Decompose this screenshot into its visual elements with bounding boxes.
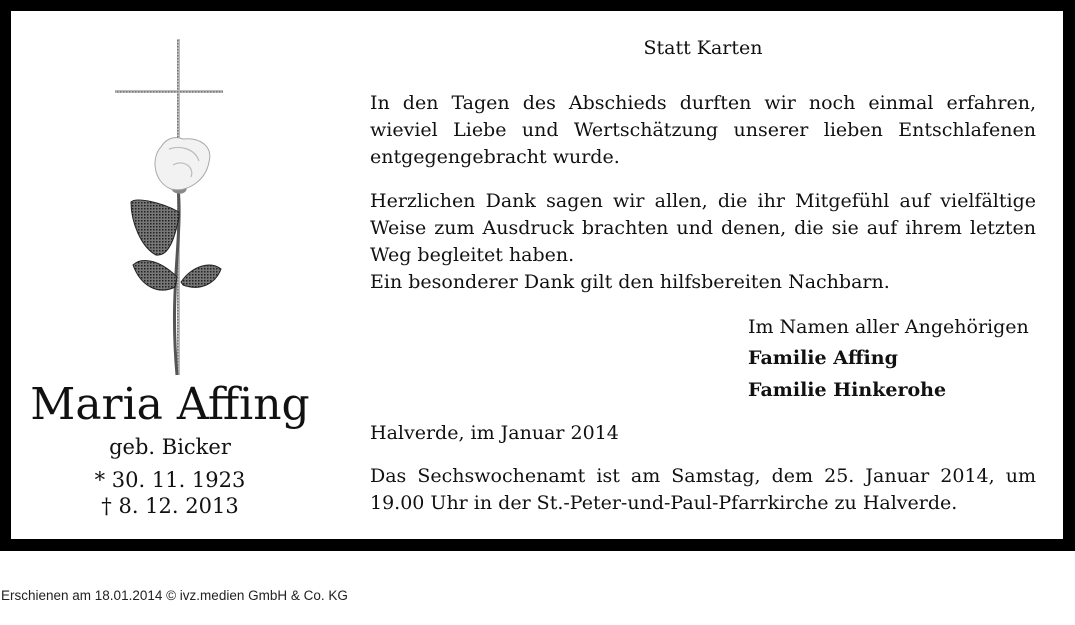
- thanks-paragraph-2: Herzlichen Dank sagen wir allen, die ihr Mitgefühl auf vielfältige Weise zum Ausdruck brachten und denen, die sie auf ihrem letzten Weg begleitet haben.: [370, 190, 1036, 266]
- special-thanks: Ein besonderer Dank gilt den hilfsbereiten Nachbarn.: [370, 271, 890, 293]
- thanks-paragraph-1: In den Tagen des Abschieds durften wir noch einmal erfahren, wieviel Liebe und Wertschätzung unserer lieben Entschlafenen entgegengebracht wurde.: [370, 92, 1036, 168]
- deceased-name: Maria Affing: [30, 379, 310, 430]
- family-name-1: Familie Affing: [748, 347, 898, 369]
- service-info: Das Sechswochenamt ist am Samstag, dem 25. Januar 2014, um 19.00 Uhr in der St.-Peter-und-Paul-Pfarrkirche zu Halverde.: [370, 465, 1036, 514]
- birth-date: * 30. 11. 1923: [94, 468, 246, 492]
- maiden-name: geb. Bicker: [109, 435, 231, 459]
- family-name-2: Familie Hinkerohe: [748, 379, 947, 401]
- notice-header: Statt Karten: [643, 37, 763, 59]
- deceased-panel: [11, 11, 351, 539]
- place-date: Halverde, im Januar 2014: [370, 422, 619, 444]
- death-date: † 8. 12. 2013: [101, 494, 239, 518]
- cross-rose-icon: [111, 37, 231, 377]
- message-panel: [370, 11, 1036, 539]
- publication-footer: Erschienen am 18.01.2014 © ivz.medien GmbH & Co. KG: [1, 588, 348, 603]
- signature-intro: Im Namen aller Angehörigen: [748, 316, 1029, 338]
- rose-icon: [131, 138, 221, 375]
- notice-content: [11, 11, 1063, 539]
